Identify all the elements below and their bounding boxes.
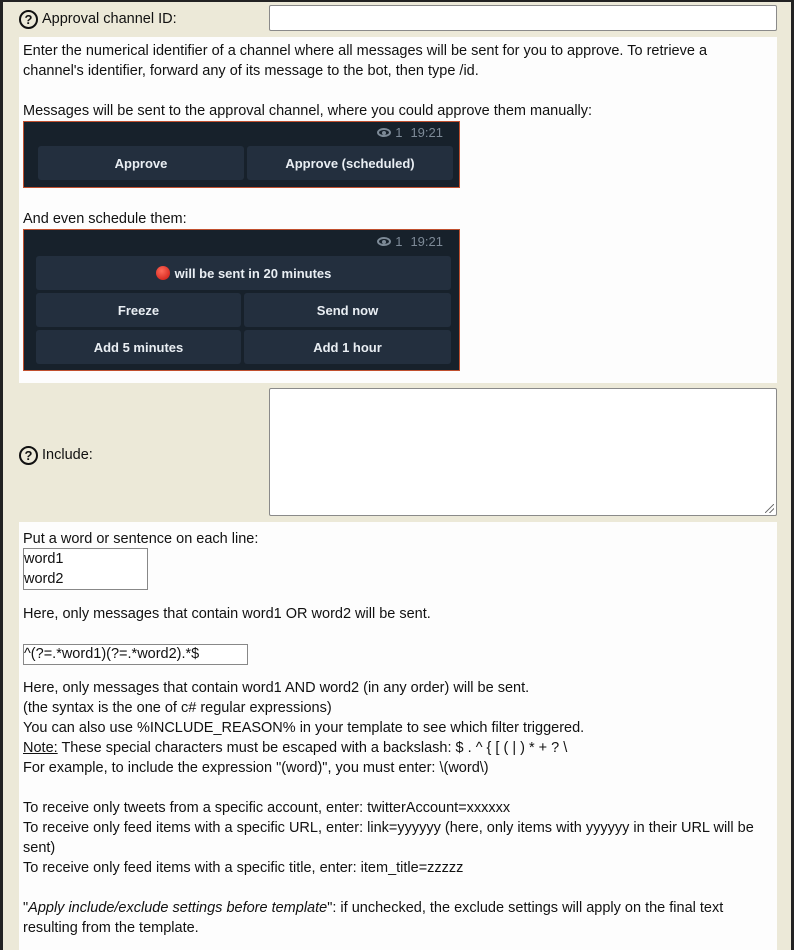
regex-docs-link[interactable]: c# regular expressions (180, 700, 327, 716)
freeze-button[interactable]: Freeze (36, 293, 241, 327)
red-circle-icon (156, 266, 170, 280)
eye-icon (377, 128, 391, 137)
approval-channel-input[interactable] (269, 5, 777, 31)
approval-channel-label-row (19, 8, 177, 30)
approval-desc-3: And even schedule them: (23, 211, 187, 227)
or-text: Here, only messages that contain word1 OR word2 will be sent. (23, 606, 431, 622)
help-icon[interactable]: ? (19, 10, 38, 29)
title-filter-text: To receive only feed items with a specific title, enter: item_title=zzzzz (23, 860, 464, 876)
message-meta: 1 19:21 (377, 125, 443, 140)
include-label: Include: (42, 447, 93, 463)
approval-help-panel (19, 37, 777, 383)
and-text: Here, only messages that contain word1 AND word2 (in any order) will be sent. (23, 680, 530, 696)
include-help-panel (19, 522, 777, 950)
note-label: Note: (23, 740, 58, 756)
schedule-status-button[interactable]: will be sent in 20 minutes (36, 256, 451, 290)
approve-scheduled-button[interactable]: Approve (scheduled) (247, 146, 453, 180)
resize-handle[interactable] (765, 504, 774, 513)
list-item: word1 (24, 551, 64, 567)
example-expression-text: For example, to include the expression "(word)", you must enter: \(word\) (23, 760, 489, 776)
include-label-row (19, 444, 93, 466)
send-now-button[interactable]: Send now (244, 293, 451, 327)
include-reason-text: You can also use %INCLUDE_REASON% in your template to see which filter triggered. (23, 720, 585, 736)
regex-example: ^(?=.*word1)(?=.*word2).*$ (23, 644, 248, 665)
message-meta: 1 19:21 (377, 234, 443, 249)
approve-button[interactable]: Approve (38, 146, 244, 180)
twitter-filter-text: To receive only tweets from a specific account, enter: twitterAccount=xxxxxx (23, 800, 511, 816)
approval-desc-2: Messages will be sent to the approval channel, where you could approve them manually: (23, 103, 593, 119)
list-item: word2 (24, 571, 64, 587)
schedule-preview (23, 229, 460, 371)
syntax-text: (the syntax is the one of c# regular expressions) (23, 700, 332, 716)
link-filter-text: To receive only feed items with a specific URL, enter: link=yyyyyy (here, only items with yyyyyy in their URL will be sent) (23, 820, 754, 856)
approval-desc: Enter the numerical identifier of a channel where all messages will be sent for you to approve. To retrieve a channel's identifier, forward any of its message to the bot, then type /id. (23, 43, 708, 79)
eye-icon (377, 237, 391, 246)
apply-before-template-text: "Apply include/exclude settings before template": if unchecked, the exclude settings will apply on the final text resulting from the template. (23, 900, 724, 936)
include-intro: Put a word or sentence on each line: (23, 531, 259, 547)
word-list-example (23, 548, 148, 590)
note-text: Note: These special characters must be escaped with a backslash: $ . ^ { [ ( | ) * + ? \ (23, 740, 568, 756)
approval-channel-label: Approval channel ID: (42, 11, 177, 27)
include-textarea[interactable] (269, 388, 777, 516)
add-1-hour-button[interactable]: Add 1 hour (244, 330, 451, 364)
help-icon[interactable]: ? (19, 446, 38, 465)
approval-preview (23, 121, 460, 188)
add-5-minutes-button[interactable]: Add 5 minutes (36, 330, 241, 364)
